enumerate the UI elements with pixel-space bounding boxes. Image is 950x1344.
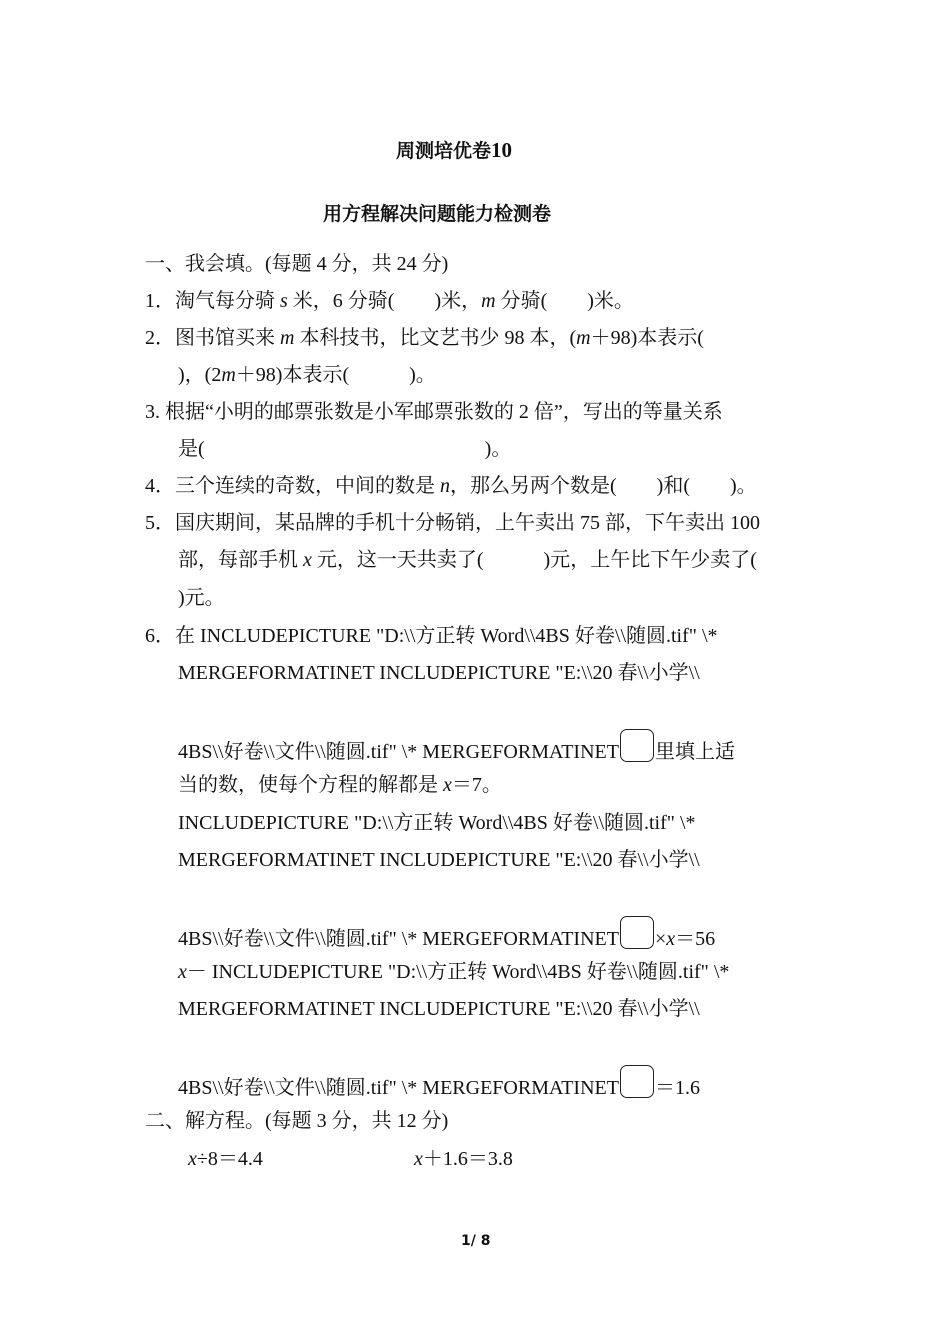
eqb-var-x: x: [414, 1148, 423, 1170]
question-5-line2: [178, 548, 757, 572]
q6-text-b: 里填上适: [654, 741, 735, 763]
q6-text-c: 当的数，使每个方程的解都是: [178, 774, 443, 796]
question-5-line3: )元。: [178, 587, 225, 609]
q5-text-b: 元，这一天共卖了( )元，上午比下午少卖了(: [311, 549, 757, 571]
q1-text-c: 分骑( )米。: [495, 290, 634, 312]
equation-1-line3: [178, 916, 715, 951]
equation-b: [414, 1147, 513, 1171]
eqa-var-x: x: [188, 1148, 197, 1170]
q6-var-x: x: [443, 774, 452, 796]
question-6-line4: [178, 773, 502, 797]
page-subtitle: 用方程解决问题能力检测卷: [323, 203, 552, 225]
q5-text-a: 部，每部手机: [178, 549, 303, 571]
eq1-times: ×: [654, 928, 667, 950]
page-number: 1/ 8: [461, 1233, 491, 1249]
q2-text-d: )，(2: [178, 364, 222, 386]
q2-text-a: 2．图书馆买来: [145, 327, 280, 349]
question-1: [145, 289, 634, 313]
q1-var-m: m: [481, 290, 496, 312]
equation-2-line1: [178, 960, 729, 984]
equation-a: [188, 1147, 263, 1171]
eq2-var-x: x: [178, 961, 187, 983]
eq1-field-code: 4BS\\好卷\\文件\\随圆.tif" \* MERGEFORMATINET: [178, 928, 619, 950]
equation-1-line1: INCLUDEPICTURE "D:\\方正转 Word\\4BS 好卷\\随圆.tif" \*: [178, 812, 696, 834]
q1-text-a: 1．淘气每分骑: [145, 290, 280, 312]
q4-var-n: n: [440, 475, 450, 497]
equation-1-line2: MERGEFORMATINET INCLUDEPICTURE "E:\\20 春\\小学\\: [178, 849, 700, 871]
section2-heading: 二、解方程。(每题 3 分，共 12 分): [145, 1110, 449, 1132]
eq2-field-code-a: － INCLUDEPICTURE "D:\\方正转 Word\\4BS 好卷\\随圆.tif" \*: [186, 961, 730, 983]
q2-text-e: ＋98)本表示( )。: [235, 364, 436, 386]
q2-var-m1: m: [280, 327, 295, 349]
answer-box[interactable]: [620, 1065, 654, 1098]
question-3-line1: 3. 根据“小明的邮票张数是小军邮票张数的 2 倍”，写出的等量关系: [145, 401, 723, 423]
eqb-text: ＋1.6＝3.8: [422, 1148, 513, 1170]
equation-2-line2: MERGEFORMATINET INCLUDEPICTURE "E:\\20 春\\小学\\: [178, 998, 700, 1020]
q2-var-m2: m: [576, 327, 591, 349]
eq2-result: ＝1.6: [654, 1077, 700, 1099]
q5-var-x: x: [303, 549, 312, 571]
title-text: 周测培优卷: [396, 140, 492, 162]
question-4: [145, 474, 757, 498]
eq1-var-x: x: [666, 928, 676, 950]
question-5-line1: 5．国庆期间，某品牌的手机十分畅销，上午卖出 75 部，下午卖出 100: [145, 512, 760, 534]
answer-box[interactable]: [620, 916, 654, 949]
question-2-line2: [178, 363, 436, 387]
eqa-text: ÷8＝4.4: [196, 1148, 263, 1170]
question-6-line3: [178, 729, 735, 764]
question-2-line1: [145, 326, 704, 350]
q4-text-b: ，那么另两个数是( )和( )。: [450, 475, 757, 497]
eq1-result: ＝56: [675, 928, 716, 950]
page-title: [396, 138, 512, 163]
question-6-line2: MERGEFORMATINET INCLUDEPICTURE "E:\\20 春\\小学\\: [178, 662, 700, 684]
answer-box[interactable]: [620, 729, 654, 762]
question-6-line1: 6．在 INCLUDEPICTURE "D:\\方正转 Word\\4BS 好卷\\随圆.tif" \*: [145, 625, 718, 647]
q4-text-a: 4．三个连续的奇数，中间的数是: [145, 475, 440, 497]
q1-var-s: s: [280, 290, 288, 312]
question-3-line2: 是( )。: [178, 438, 512, 460]
q2-var-m3: m: [221, 364, 236, 386]
q6-field-code: 4BS\\好卷\\文件\\随圆.tif" \* MERGEFORMATINET: [178, 741, 619, 763]
q2-text-c: ＋98)本表示(: [590, 327, 704, 349]
eq2-field-code-b: 4BS\\好卷\\文件\\随圆.tif" \* MERGEFORMATINET: [178, 1077, 619, 1099]
q6-text-d: ＝7。: [451, 774, 502, 796]
q1-text-b: 米，6 分骑( )米，: [287, 290, 482, 312]
equation-2-line3: [178, 1065, 700, 1100]
q2-text-b: 本科技书，比文艺书少 98 本，(: [294, 327, 577, 349]
title-number: 10: [491, 138, 513, 162]
section1-heading: 一、我会填。(每题 4 分，共 24 分): [145, 253, 449, 275]
